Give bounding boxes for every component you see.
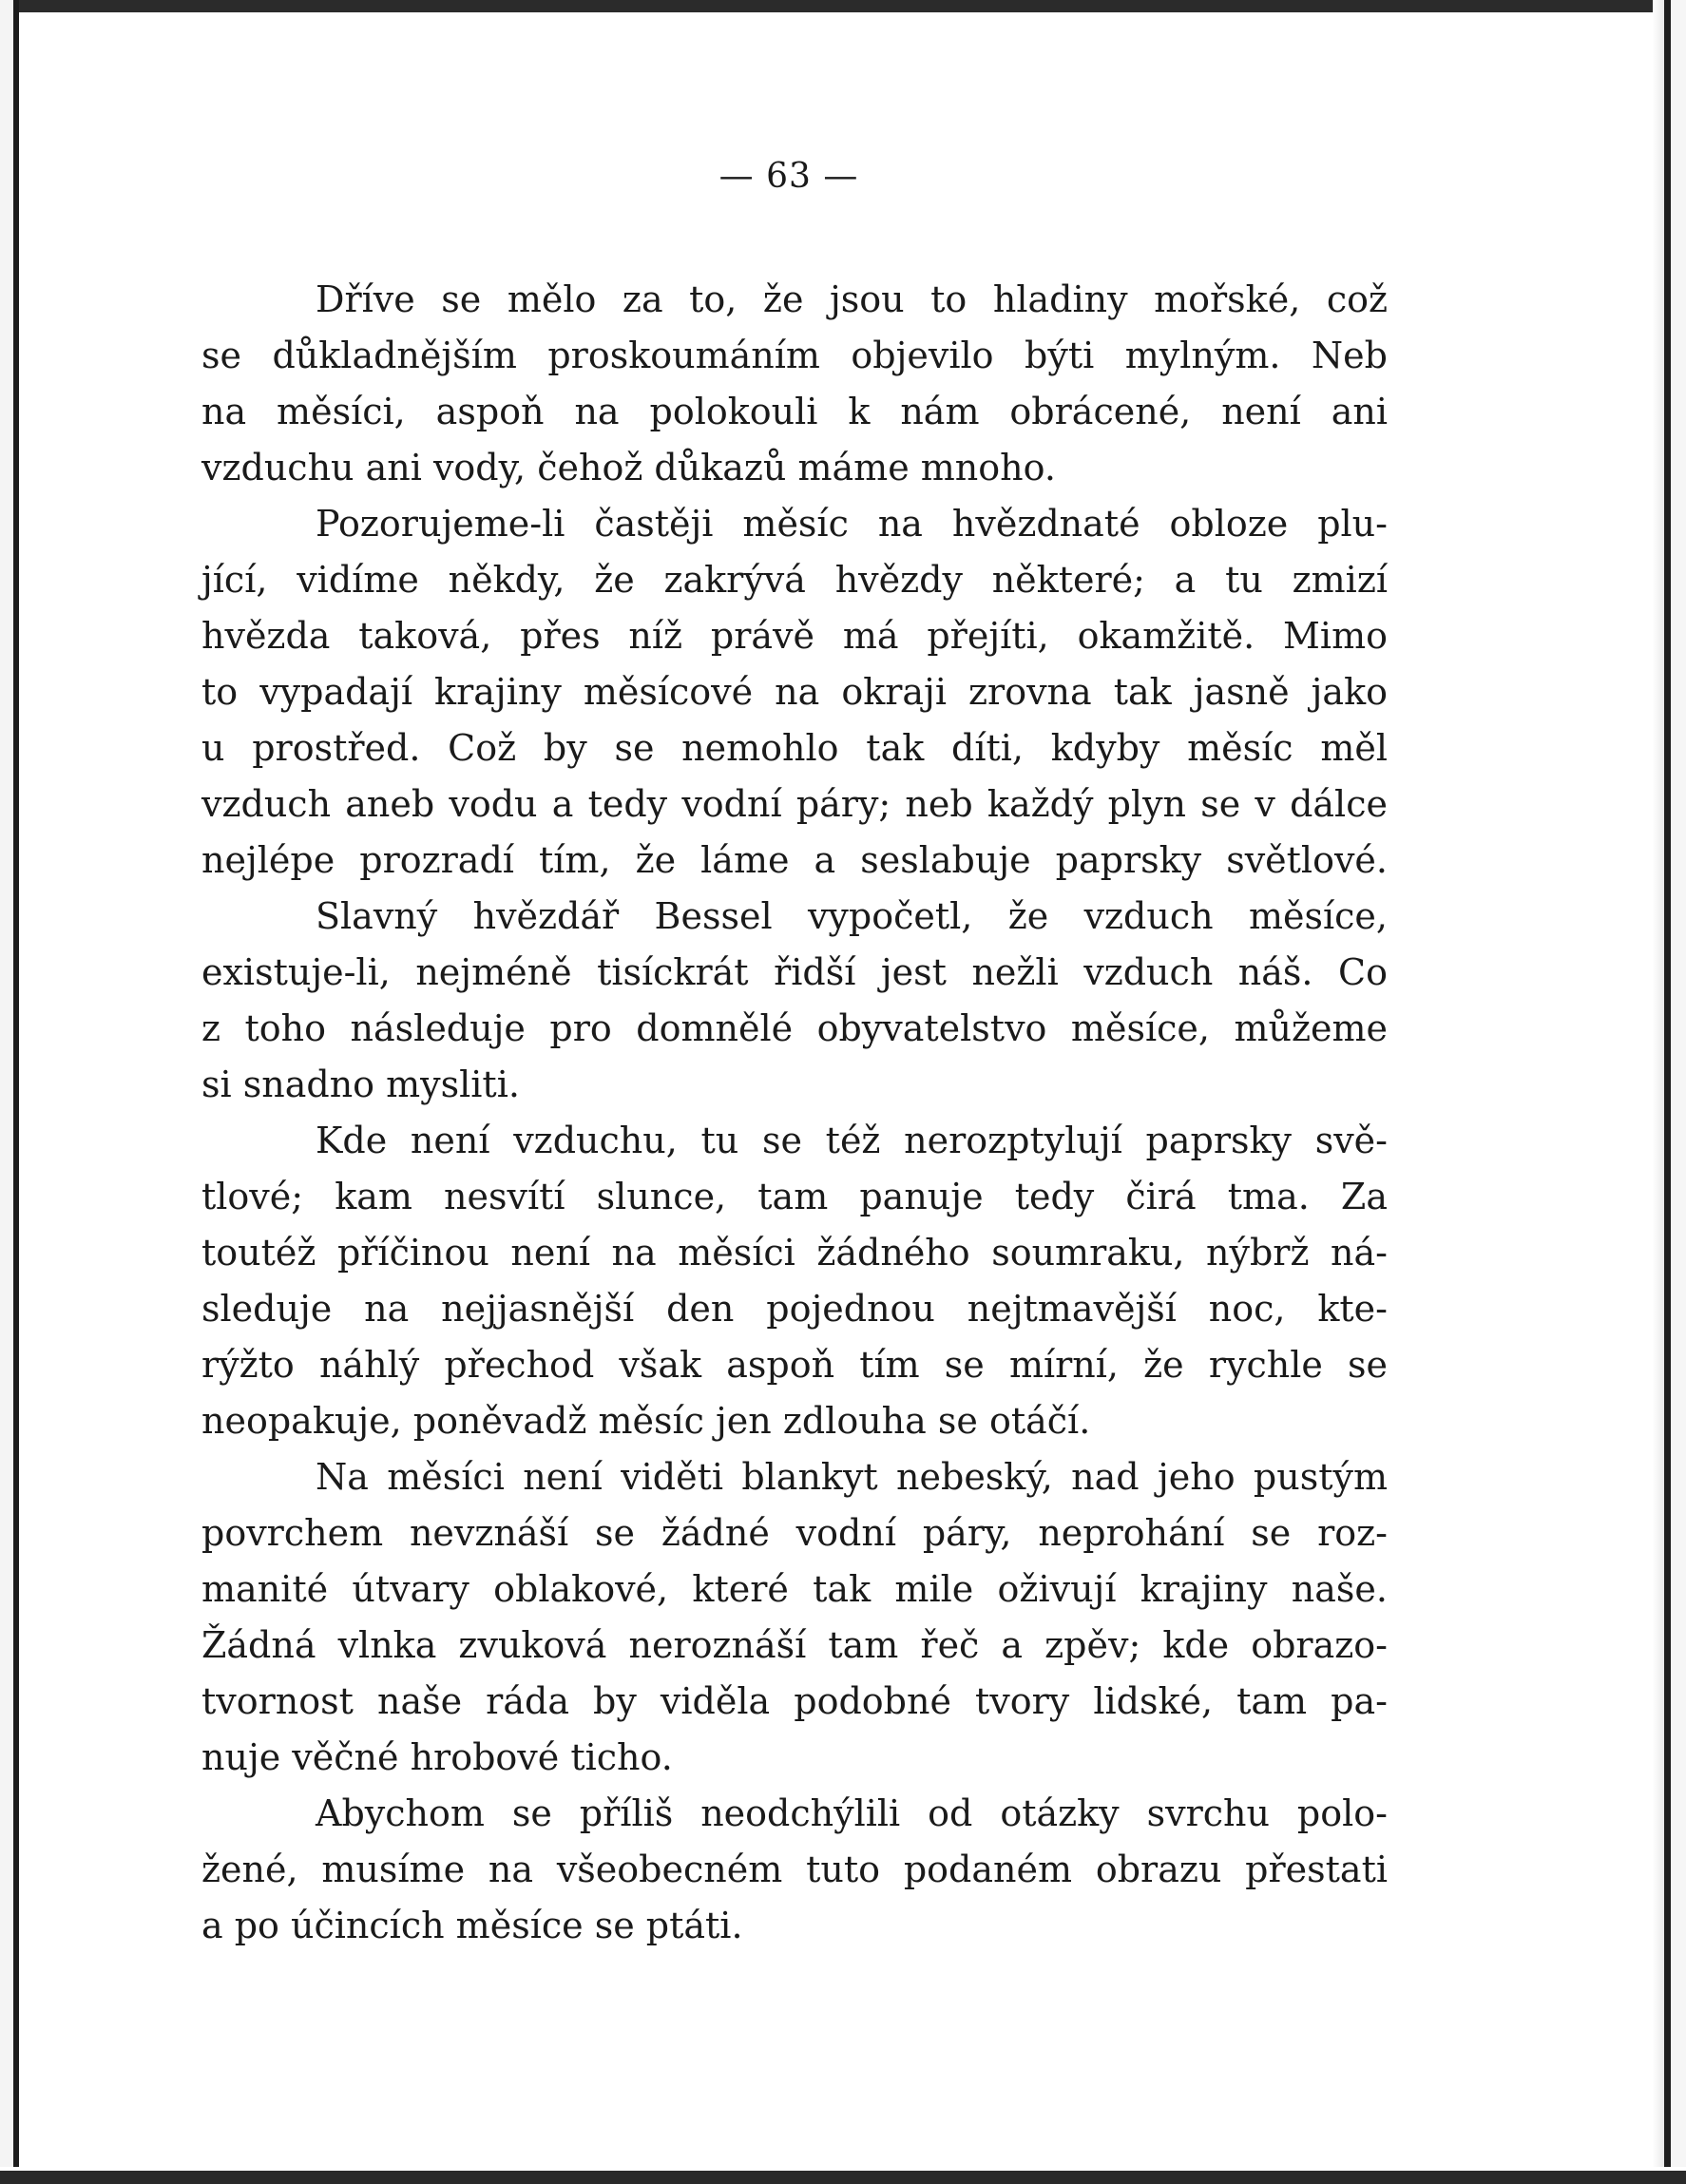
text-line: nuje věčné hrobové ticho. xyxy=(201,1736,673,1778)
page-number: — 63 — xyxy=(718,157,859,196)
text-line: toutéž příčinou není na měsíci žádného soumraku, nýbrž ná- xyxy=(201,1232,1388,1274)
text-line: neopakuje, poněvadž měsíc jen zdlouha se otáčí. xyxy=(201,1400,1091,1442)
scan-border-right xyxy=(1664,0,1686,2184)
text-line: sleduje na nejjasnější den pojednou nejtmavější noc, kte- xyxy=(201,1288,1388,1330)
body-text xyxy=(201,272,1388,1954)
scan-border-bottom xyxy=(0,2167,1686,2184)
text-line: existuje-li, nejméně tisíckrát řidší jest nežli vzduch náš. Co xyxy=(201,951,1388,993)
text-line: tlové; kam nesvítí slunce, tam panuje tedy čirá tma. Za xyxy=(201,1176,1388,1217)
text-line: jící, vidíme někdy, že zakrývá hvězdy některé; a tu zmizí xyxy=(201,559,1388,601)
text-line: rýžto náhlý přechod však aspoň tím se mírní, že rychle se xyxy=(201,1344,1388,1386)
text-line: si snadno mysliti. xyxy=(201,1063,520,1105)
text-line: hvězda taková, přes níž právě má přejíti, okamžitě. Mimo xyxy=(201,615,1388,657)
text-line: žené, musíme na všeobecném tuto podaném obrazu přestati xyxy=(201,1849,1388,1890)
text-line: nejlépe prozradí tím, že láme a seslabuje paprsky světlové. xyxy=(201,839,1388,881)
text-line: a po účincích měsíce se ptáti. xyxy=(201,1905,743,1946)
text-line: na měsíci, aspoň na polokouli k nám obrácené, není ani xyxy=(201,391,1388,432)
text-line: Slavný hvězdář Bessel vypočetl, že vzduch měsíce, xyxy=(316,895,1388,937)
text-line: Dříve se mělo za to, že jsou to hladiny mořské, což xyxy=(316,278,1388,320)
text-line: vzduchu ani vody, čehož důkazů máme mnoho. xyxy=(201,447,1056,489)
text-line: z toho následuje pro domnělé obyvatelstvo měsíce, můžeme xyxy=(201,1007,1388,1049)
text-line: Kde není vzduchu, tu se též nerozptylují paprsky svě- xyxy=(316,1120,1388,1161)
text-line: povrchem nevznáší se žádné vodní páry, neprohání se roz- xyxy=(201,1512,1388,1554)
text-line: vzduch aneb vodu a tedy vodní páry; neb každý plyn se v dálce xyxy=(201,783,1388,825)
page-edge-shadow xyxy=(1653,0,1664,2184)
text-line: tvornost naše ráda by viděla podobné tvory lidské, tam pa- xyxy=(201,1680,1388,1722)
scan-border-left xyxy=(0,0,19,2184)
scan-border-top xyxy=(0,0,1686,12)
text-line: Žádná vlnka zvuková neroznáší tam řeč a zpěv; kde obrazo- xyxy=(201,1624,1388,1666)
text-line: manité útvary oblakové, které tak mile oživují krajiny naše. xyxy=(201,1568,1388,1610)
text-line: u prostřed. Což by se nemohlo tak díti, kdyby měsíc měl xyxy=(201,727,1388,769)
text-line: Na měsíci není viděti blankyt nebeský, nad jeho pustým xyxy=(316,1456,1388,1498)
text-line: Abychom se příliš neodchýlili od otázky svrchu polo- xyxy=(316,1792,1388,1834)
text-line: se důkladnějším proskoumáním objevilo býti mylným. Neb xyxy=(201,335,1388,376)
text-line: Pozorujeme-li častěji měsíc na hvězdnaté obloze plu- xyxy=(316,503,1388,545)
text-line: to vypadají krajiny měsícové na okraji zrovna tak jasně jako xyxy=(201,671,1388,713)
